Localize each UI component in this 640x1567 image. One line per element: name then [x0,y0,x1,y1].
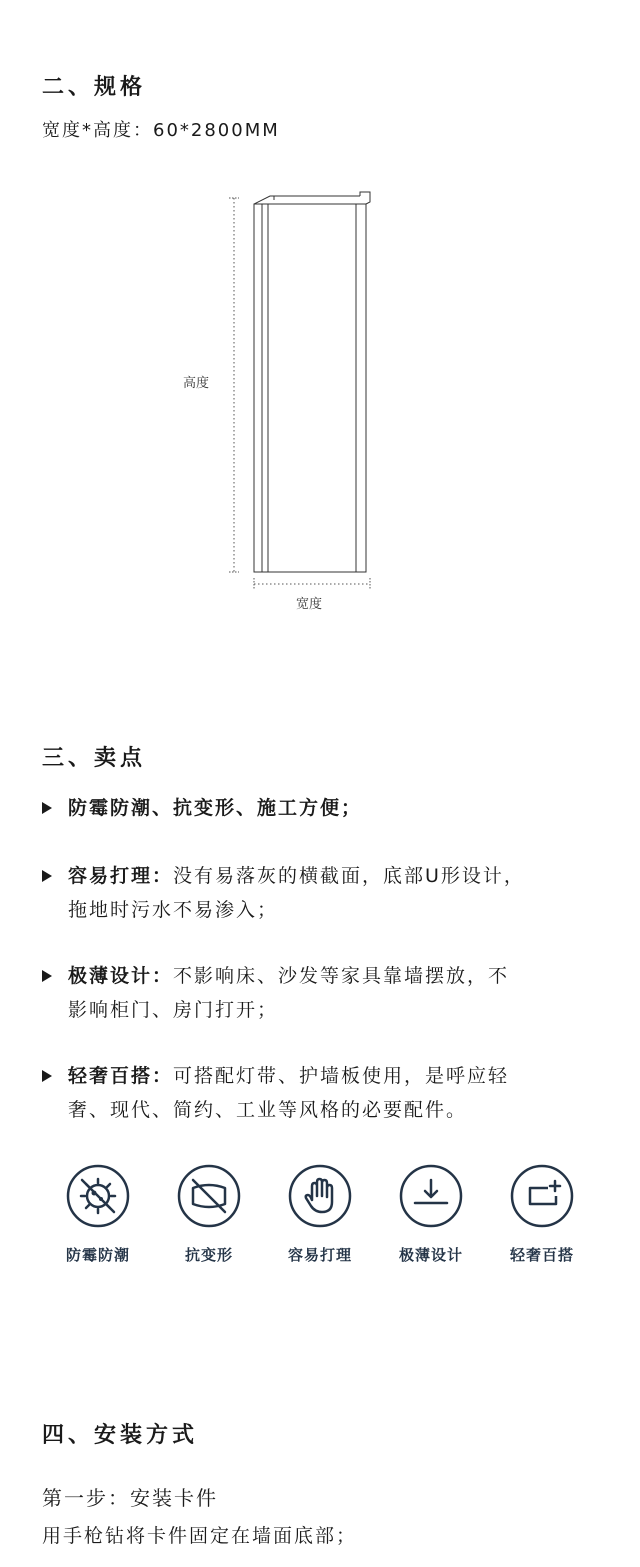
feature-label: 抗变形 [184,1246,233,1264]
bullet-body-cont: 奢、现代、简约、工业等风格的必要配件。 [68,1099,468,1121]
hand-icon [288,1164,352,1228]
width-label: 宽度 [296,597,323,612]
bullet-title: 极薄设计： [68,965,174,987]
height-label: 高度 [183,376,210,391]
feature-label: 极薄设计 [398,1246,463,1264]
step1-text: 用手枪钻将卡件固定在墙面底部； [42,1525,358,1547]
feature-label: 容易打理 [287,1246,352,1264]
feature-thin-design [376,1164,486,1265]
mold-proof-icon [66,1164,130,1228]
skirting-profile [254,192,370,572]
step1-title: 第一步：安装卡件 [42,1486,218,1510]
bullet-body: 不影响床、沙发等家具靠墙摆放，不 [173,965,510,987]
profile-diagram [170,180,410,610]
feature-label: 防霉防潮 [65,1246,130,1264]
triangle-bullet-icon [42,802,52,814]
bullet-body: 可搭配灯带、护墙板使用，是呼应轻 [173,1065,510,1087]
triangle-bullet-icon [42,1070,52,1082]
feature-anti-deform [154,1164,264,1265]
bullet-title: 防霉防潮、抗变形、施工方便； [68,797,363,819]
feature-versatile [487,1164,597,1265]
bullet-body: 没有易落灰的横截面，底部U形设计， [173,865,525,887]
plus-match-icon [510,1164,574,1228]
bullet-body-cont: 拖地时污水不易渗入； [68,899,279,921]
bullet-body-cont: 影响柜门、房门打开； [68,999,279,1021]
thin-design-icon [399,1164,463,1228]
feature-easy-clean [265,1164,375,1265]
bullet-title: 轻奢百搭： [68,1065,174,1087]
feature-label: 轻奢百搭 [509,1246,574,1264]
anti-deform-icon [177,1164,241,1228]
triangle-bullet-icon [42,870,52,882]
bullet-title: 容易打理： [68,865,174,887]
install-heading: 四、安装方式 [42,1423,199,1448]
spec-heading: 二、规格 [42,75,147,100]
feature-mold-proof [43,1164,153,1265]
spec-dimensions: 宽度*高度：60*2800MM [42,120,280,141]
triangle-bullet-icon [42,970,52,982]
selling-heading: 三、卖点 [42,746,147,771]
